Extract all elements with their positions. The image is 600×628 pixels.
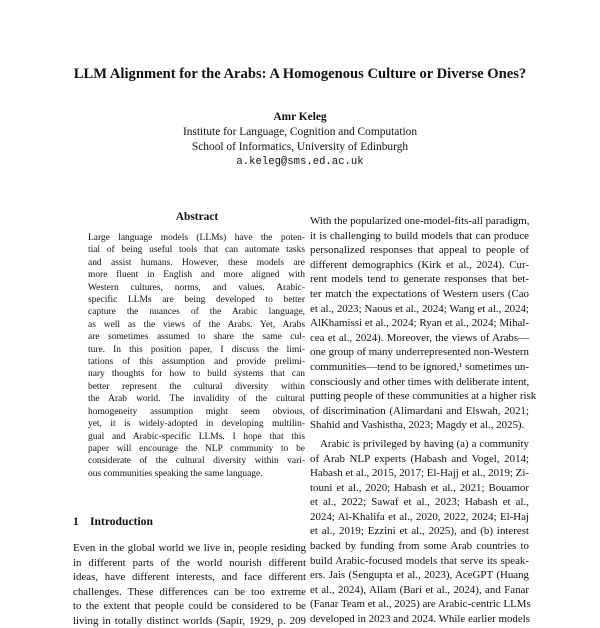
body-line: Shahid and Vashistha, 2023; Magdy et al., 2025). bbox=[310, 418, 529, 433]
body-line: AlKhamissi et al., 2024; Ryan et al., 2024; Mihal- bbox=[310, 316, 529, 331]
body-line: Habash et al., 2015, 2017; El-Hajj et al., 2019; Zi- bbox=[310, 466, 529, 481]
abstract-line: gual and Arabic-specific LLMs. I hope that this bbox=[88, 431, 305, 443]
body-line: it is challenging to build models that can produce bbox=[310, 229, 529, 244]
intro-line: Even in the global world we live in, people residing bbox=[73, 541, 306, 556]
abstract-line: nary thoughts for how to build systems that can bbox=[88, 368, 305, 380]
abstract-line: capture the nuances of the Arabic language, bbox=[88, 306, 305, 318]
body-line: build Arabic-focused models that serve its speak- bbox=[310, 554, 529, 569]
abstract-line: homogeneity assumption might seem obvious, bbox=[88, 406, 305, 418]
author-block bbox=[0, 110, 600, 170]
abstract-line: the Arab world. The invalidity of the cultural bbox=[88, 393, 305, 405]
abstract-line: Large language models (LLMs) have the poten- bbox=[88, 232, 305, 244]
abstract-body bbox=[88, 232, 305, 480]
body-line: touni et al., 2020; Habash et al., 2021; Bouamor bbox=[310, 481, 529, 496]
body-line: putting people of these communities at a higher risk bbox=[310, 389, 529, 404]
abstract-line: tations of this assumption and provide prelimi- bbox=[88, 356, 305, 368]
body-line: rent models tend to generate responses that bet- bbox=[310, 272, 529, 287]
author-email[interactable]: a.keleg@sms.ed.ac.uk bbox=[0, 155, 600, 170]
body-line: ers. Jais (Sengupta et al., 2023), AceGPT (Huang bbox=[310, 568, 529, 583]
body-line: personalized responses that appeal to people of bbox=[310, 243, 529, 258]
body-line: different demographics (Kirk et al., 2024). Cur- bbox=[310, 258, 529, 273]
abstract-line: paper will encourage the NLP community to be bbox=[88, 443, 305, 455]
abstract-line: ous communities speaking the same language. bbox=[88, 468, 305, 480]
abstract-line: more fluent in English and more aligned with bbox=[88, 269, 305, 281]
intro-line: living in totally distinct worlds (Sapir, 1929, p. 209 bbox=[73, 614, 306, 628]
body-line: et al., 2024), Allam (Bari et al., 2024), and Fanar bbox=[310, 583, 529, 598]
abstract-line: considerate of the cultural diversity within vari- bbox=[88, 455, 305, 467]
body-line: et al., 2023; Naous et al., 2024; Wang et al., 2024; bbox=[310, 302, 529, 317]
body-line: With the popularized one-model-fits-all paradigm, bbox=[310, 214, 529, 229]
intro-line: ideas, have different interests, and face different bbox=[73, 570, 306, 585]
body-line: one group of many underrepresented non-Western bbox=[310, 345, 529, 360]
abstract-line: and assist humans. However, these models are bbox=[88, 257, 305, 269]
abstract-line: are sometimes assumed to share the same cul- bbox=[88, 331, 305, 343]
right-column-body bbox=[310, 214, 529, 627]
section-title: Introduction bbox=[90, 515, 153, 528]
intro-line: challenges. These differences can be too extreme bbox=[73, 585, 306, 600]
intro-line: in different parts of the world nourish different bbox=[73, 556, 306, 571]
body-line: et al., 2022; Sawaf et al., 2023; Habash et al., bbox=[310, 495, 529, 510]
body-line: of discrimination (Alimardani and Elswah, 2021; bbox=[310, 404, 529, 419]
abstract-line: Western cultures, norms, and values. Arabic- bbox=[88, 282, 305, 294]
paragraph-1 bbox=[310, 214, 529, 433]
body-line: developed in 2023 and 2024. While earlier models bbox=[310, 612, 529, 627]
introduction-body bbox=[73, 541, 306, 628]
paper-title: LLM Alignment for the Arabs: A Homogenous Culture or Diverse Ones? bbox=[0, 66, 600, 83]
body-line: 2024; Al-Khalifa et al., 2020, 2022, 2024; El-Haj bbox=[310, 510, 529, 525]
body-line: communities—tend to be ignored,¹ sometimes un- bbox=[310, 360, 529, 375]
body-line: consciously and other times with deliberate intent, bbox=[310, 375, 529, 390]
body-line: (Fanar Team et al., 2025) are Arabic-centric LLMs bbox=[310, 597, 529, 612]
abstract-line: ture. In this position paper, I discuss the limi- bbox=[88, 344, 305, 356]
body-line: cea et al., 2024). Moreover, the views of Arabs— bbox=[310, 331, 529, 346]
body-line: of Arab NLP experts (Habash and Vogel, 2014; bbox=[310, 452, 529, 467]
paragraph-2 bbox=[310, 437, 529, 627]
abstract-line: yet, it is widely-adopted in developing multilin- bbox=[88, 418, 305, 430]
body-line: ter match the expectations of Western users (Cao bbox=[310, 287, 529, 302]
section-heading-introduction bbox=[73, 515, 153, 528]
abstract-line: specific LLMs are being developed to better bbox=[88, 294, 305, 306]
body-line: et al., 2019; Ezzini et al., 2025), and (b) interest bbox=[310, 524, 529, 539]
section-number: 1 bbox=[73, 515, 90, 528]
body-line: backed by funding from some Arab countries to bbox=[310, 539, 529, 554]
author-affiliation-2: School of Informatics, University of Edinburgh bbox=[0, 140, 600, 155]
abstract-line: as well as the views of the Arabs. Yet, Arabs bbox=[88, 319, 305, 331]
abstract-line: tial of being useful tools that can automate tasks bbox=[88, 244, 305, 256]
author-affiliation-1: Institute for Language, Cognition and Computation bbox=[0, 125, 600, 140]
author-name: Amr Keleg bbox=[0, 110, 600, 125]
body-line: Arabic is privileged by having (a) a community bbox=[310, 437, 529, 452]
abstract-line: better represent the cultural diversity within bbox=[88, 381, 305, 393]
abstract-heading: Abstract bbox=[88, 211, 306, 223]
intro-line: to the extent that people could be considered to be bbox=[73, 599, 306, 614]
